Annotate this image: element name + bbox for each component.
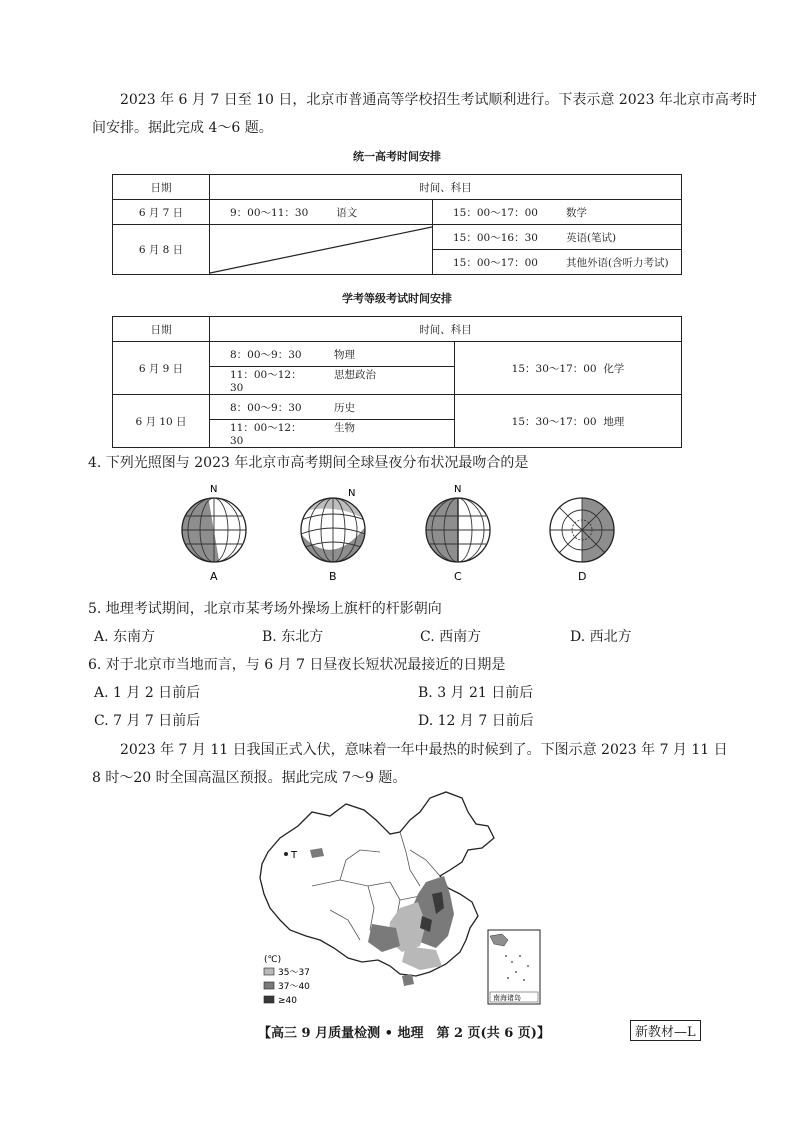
q6-option-c[interactable]: C. 7 月 7 日前后 <box>94 713 201 729</box>
page-footer: 【高三 9 月质量检测 • 地理 第 2 页(共 6 页)】 <box>258 1026 550 1041</box>
pm-cell: 15：00～17：00 数学 <box>433 200 682 225</box>
globe-a-pole-label: N <box>210 484 218 495</box>
south-china-sea-inset <box>488 930 540 1004</box>
legend-label-3: ≥40 <box>278 996 297 1006</box>
illumination-diagrams <box>170 482 620 582</box>
legend-unit: (℃) <box>264 955 282 965</box>
table-row <box>113 225 682 250</box>
intro-paragraph-1 <box>92 86 757 142</box>
q6-option-b[interactable]: B. 3 月 21 日前后 <box>418 685 534 701</box>
inset-label: 南海诸岛 <box>493 994 521 1002</box>
row-date: 6 月 10 日 <box>113 395 210 448</box>
legend-label-2: 37～40 <box>278 982 310 992</box>
am-cell: 9：00～11：30 语文 <box>210 200 433 225</box>
globe-d[interactable] <box>548 496 618 566</box>
q5-option-c[interactable]: C. 西南方 <box>420 629 482 645</box>
row-date: 6 月 9 日 <box>113 342 210 395</box>
header-time-subject: 时间、科目 <box>210 175 682 200</box>
am-cell: 11：00～12：30 思想政治 <box>210 367 455 395</box>
q6-option-a[interactable]: A. 1 月 2 日前后 <box>94 685 201 701</box>
intro-1-line-1: 2023 年 6 月 7 日至 10 日，北京市普通高等学校招生考试顺利进行。下表示意 2023 年北京市高考时 <box>120 92 757 108</box>
am-cell: 11：00～12：30 生物 <box>210 420 455 448</box>
question-6: 6. 对于北京市当地而言，与 6 月 7 日昼夜长短状况最接近的日期是 <box>88 657 506 673</box>
am-cell: 8：00～9：30 历史 <box>210 395 455 420</box>
table-2-title: 学考等级考试时间安排 <box>342 292 452 305</box>
legend-label-1: 35～37 <box>278 968 310 978</box>
header-time-subject: 时间、科目 <box>210 317 682 342</box>
exam-schedule-table-2 <box>112 316 682 448</box>
table-row <box>113 200 682 225</box>
header-date: 日期 <box>113 175 210 200</box>
q5-option-d[interactable]: D. 西北方 <box>570 629 632 645</box>
globe-b-label: B <box>329 570 337 582</box>
globe-a[interactable] <box>180 496 250 566</box>
intro-paragraph-2 <box>92 736 732 792</box>
table-1-title: 统一高考时间安排 <box>353 150 441 163</box>
q5-option-a[interactable]: A. 东南方 <box>94 629 156 645</box>
table-row <box>113 395 682 420</box>
q5-option-b[interactable]: B. 东北方 <box>262 629 324 645</box>
legend-swatch-1 <box>264 968 274 975</box>
point-t-label: T <box>291 850 298 861</box>
legend-swatch-2 <box>264 982 274 989</box>
empty-slash-cell <box>210 225 433 275</box>
globe-c-pole-label: N <box>454 484 462 495</box>
intro-2-line-1: 2023 年 7 月 11 日我国正式入伏，意味着一年中最热的时候到了。下图示意 2023 年 7 月 11 日 <box>120 742 728 758</box>
edition-badge: 新教材—L <box>630 1020 701 1041</box>
header-date: 日期 <box>113 317 210 342</box>
intro-1-line-2: 间安排。据此完成 4～6 题。 <box>92 120 273 136</box>
pm-cell: 15：30～17：00 化学 <box>455 342 682 395</box>
point-t-marker <box>284 852 288 856</box>
pm-cell: 15：00～17：00 其他外语(含听力考试) <box>433 250 682 275</box>
globe-c-label: C <box>454 570 462 582</box>
intro-2-line-2: 8 时～20 时全国高温区预报。据此完成 7～9 题。 <box>92 770 407 786</box>
globe-b[interactable] <box>299 496 369 566</box>
globe-d-label: D <box>578 570 587 582</box>
row-date: 6 月 7 日 <box>113 200 210 225</box>
globe-b-pole-label: N <box>348 488 356 499</box>
pm-cell: 15：00～16：30 英语(笔试) <box>433 225 682 250</box>
exam-schedule-table-1 <box>112 174 682 275</box>
question-5: 5. 地理考试期间，北京市某考场外操场上旗杆的杆影朝向 <box>88 601 442 617</box>
legend-swatch-3 <box>264 996 274 1003</box>
table-row <box>113 342 682 367</box>
pm-cell: 15：30～17：00 地理 <box>455 395 682 448</box>
row-date: 6 月 8 日 <box>113 225 210 275</box>
diagonal-line <box>210 226 432 274</box>
high-temperature-map <box>250 790 550 1010</box>
q6-option-d[interactable]: D. 12 月 7 日前后 <box>418 713 534 729</box>
globe-a-label: A <box>210 570 218 582</box>
question-4: 4. 下列光照图与 2023 年北京市高考期间全球昼夜分布状况最吻合的是 <box>88 455 529 471</box>
globe-c[interactable] <box>424 496 494 566</box>
am-cell: 8：00～9：30 物理 <box>210 342 455 367</box>
